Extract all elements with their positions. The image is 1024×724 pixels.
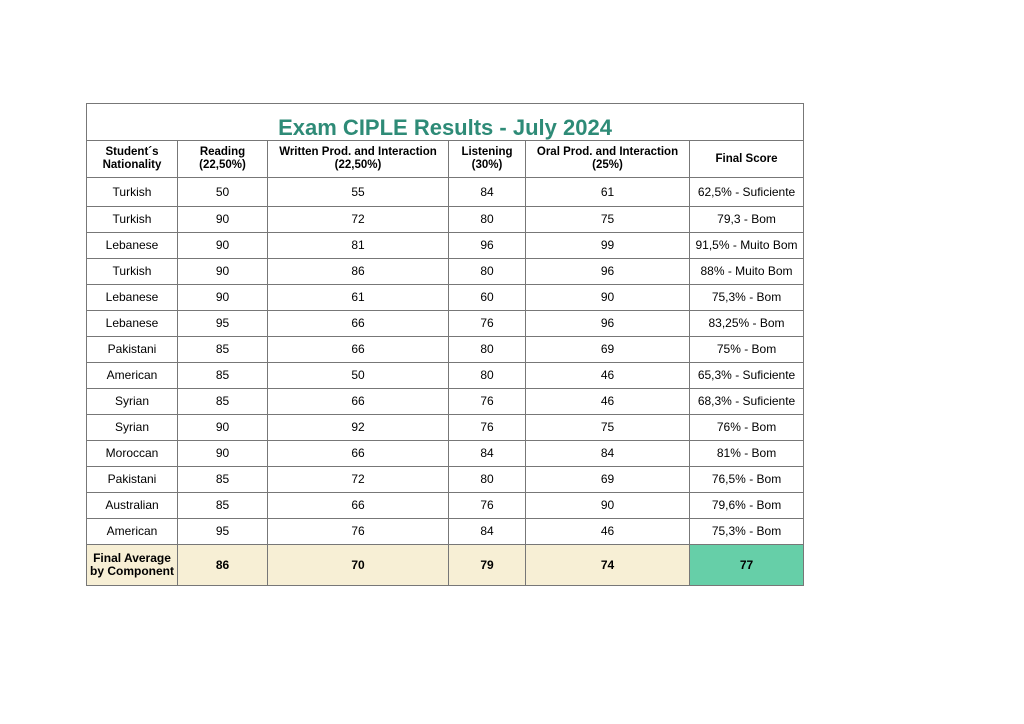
cell-final-score: 79,3 - Bom [690, 207, 804, 233]
results-table [86, 103, 804, 586]
table-row [87, 363, 804, 389]
cell-listening: 80 [449, 363, 526, 389]
cell-reading: 85 [178, 493, 268, 519]
table-row [87, 441, 804, 467]
cell-final-score: 75,3% - Bom [690, 285, 804, 311]
cell-oral: 84 [526, 441, 690, 467]
cell-oral: 69 [526, 337, 690, 363]
cell-nationality: Pakistani [87, 467, 178, 493]
table-row [87, 389, 804, 415]
cell-listening: 76 [449, 311, 526, 337]
cell-oral: 99 [526, 233, 690, 259]
header-nationality: Student´s Nationality [87, 141, 178, 178]
cell-written: 66 [268, 441, 449, 467]
cell-nationality: Syrian [87, 389, 178, 415]
cell-written: 81 [268, 233, 449, 259]
cell-listening: 84 [449, 441, 526, 467]
cell-reading: 90 [178, 285, 268, 311]
cell-oral: 96 [526, 259, 690, 285]
cell-nationality: Australian [87, 493, 178, 519]
cell-written: 76 [268, 519, 449, 545]
cell-listening: 76 [449, 493, 526, 519]
cell-reading: 95 [178, 519, 268, 545]
cell-written: 86 [268, 259, 449, 285]
cell-written: 66 [268, 337, 449, 363]
cell-written: 66 [268, 493, 449, 519]
cell-listening: 60 [449, 285, 526, 311]
cell-written: 66 [268, 311, 449, 337]
cell-reading: 90 [178, 415, 268, 441]
cell-nationality: Lebanese [87, 311, 178, 337]
cell-nationality: Pakistani [87, 337, 178, 363]
table-row [87, 415, 804, 441]
table-row [87, 493, 804, 519]
cell-final-score: 76,5% - Bom [690, 467, 804, 493]
cell-listening: 80 [449, 337, 526, 363]
header-final-score: Final Score [690, 141, 804, 178]
cell-written: 72 [268, 467, 449, 493]
cell-listening: 80 [449, 467, 526, 493]
cell-nationality: Lebanese [87, 285, 178, 311]
header-listening: Listening (30%) [449, 141, 526, 178]
cell-oral: 46 [526, 389, 690, 415]
cell-final-score: 68,3% - Suficiente [690, 389, 804, 415]
table-row [87, 337, 804, 363]
cell-reading: 95 [178, 311, 268, 337]
cell-final-score: 91,5% - Muito Bom [690, 233, 804, 259]
cell-written: 50 [268, 363, 449, 389]
cell-reading: 90 [178, 207, 268, 233]
cell-reading: 50 [178, 178, 268, 207]
table-row [87, 233, 804, 259]
cell-oral: 69 [526, 467, 690, 493]
table-row [87, 178, 804, 207]
table-title: Exam CIPLE Results - July 2024 [278, 115, 612, 140]
cell-oral: 90 [526, 493, 690, 519]
cell-oral: 90 [526, 285, 690, 311]
average-row [87, 545, 804, 586]
cell-oral: 96 [526, 311, 690, 337]
cell-listening: 84 [449, 178, 526, 207]
table-row [87, 311, 804, 337]
header-reading: Reading (22,50%) [178, 141, 268, 178]
cell-oral: 46 [526, 519, 690, 545]
cell-listening: 84 [449, 519, 526, 545]
header-oral: Oral Prod. and Interaction (25%) [526, 141, 690, 178]
cell-oral: 61 [526, 178, 690, 207]
average-listening: 79 [449, 545, 526, 586]
table-row [87, 285, 804, 311]
cell-reading: 90 [178, 233, 268, 259]
cell-oral: 75 [526, 207, 690, 233]
header-row [87, 141, 804, 178]
cell-nationality: Turkish [87, 178, 178, 207]
cell-reading: 85 [178, 363, 268, 389]
average-written: 70 [268, 545, 449, 586]
cell-nationality: Lebanese [87, 233, 178, 259]
table-row [87, 259, 804, 285]
cell-reading: 85 [178, 467, 268, 493]
cell-reading: 90 [178, 441, 268, 467]
cell-final-score: 75% - Bom [690, 337, 804, 363]
cell-final-score: 83,25% - Bom [690, 311, 804, 337]
cell-nationality: Turkish [87, 207, 178, 233]
cell-written: 92 [268, 415, 449, 441]
average-reading: 86 [178, 545, 268, 586]
cell-written: 61 [268, 285, 449, 311]
cell-final-score: 65,3% - Suficiente [690, 363, 804, 389]
cell-reading: 85 [178, 337, 268, 363]
cell-final-score: 62,5% - Suficiente [690, 178, 804, 207]
table-row [87, 207, 804, 233]
cell-oral: 75 [526, 415, 690, 441]
cell-nationality: Moroccan [87, 441, 178, 467]
average-label: Final Average by Component [87, 545, 178, 586]
cell-listening: 76 [449, 415, 526, 441]
cell-written: 66 [268, 389, 449, 415]
cell-reading: 90 [178, 259, 268, 285]
cell-nationality: American [87, 519, 178, 545]
cell-written: 72 [268, 207, 449, 233]
cell-final-score: 75,3% - Bom [690, 519, 804, 545]
cell-oral: 46 [526, 363, 690, 389]
average-final-score: 77 [690, 545, 804, 586]
cell-written: 55 [268, 178, 449, 207]
cell-nationality: American [87, 363, 178, 389]
cell-final-score: 76% - Bom [690, 415, 804, 441]
cell-final-score: 81% - Bom [690, 441, 804, 467]
cell-nationality: Turkish [87, 259, 178, 285]
cell-listening: 76 [449, 389, 526, 415]
title-cell [87, 104, 804, 141]
cell-final-score: 79,6% - Bom [690, 493, 804, 519]
cell-listening: 96 [449, 233, 526, 259]
cell-reading: 85 [178, 389, 268, 415]
cell-final-score: 88% - Muito Bom [690, 259, 804, 285]
table-row [87, 467, 804, 493]
title-row [87, 104, 804, 141]
cell-nationality: Syrian [87, 415, 178, 441]
average-oral: 74 [526, 545, 690, 586]
cell-listening: 80 [449, 207, 526, 233]
table-row [87, 519, 804, 545]
cell-listening: 80 [449, 259, 526, 285]
header-written: Written Prod. and Interaction (22,50%) [268, 141, 449, 178]
